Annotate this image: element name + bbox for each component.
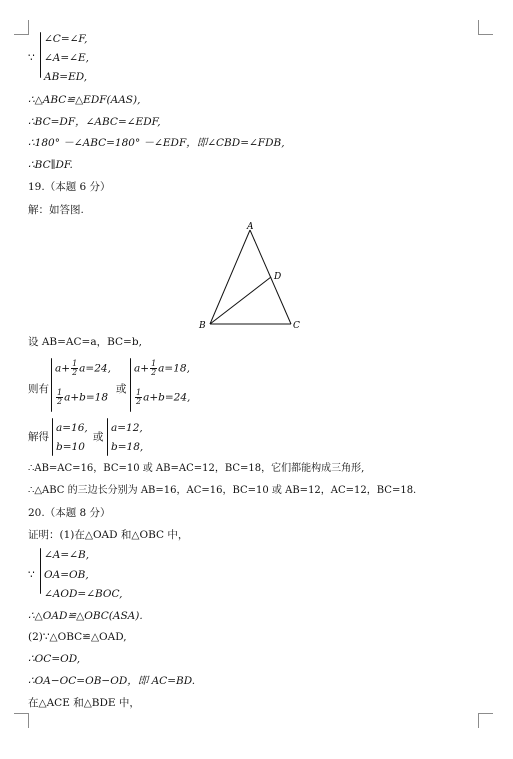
proof-step: ∴△ABC≌△EDF(AAS), — [28, 94, 141, 106]
proof-step: ∴△OAD≌△OBC(ASA). — [28, 610, 143, 622]
system-1-row-1: a+ $\frac{1}{2}$ a=24, — [55, 359, 111, 377]
or-label: 或 — [93, 431, 104, 443]
segment-bd — [210, 277, 271, 324]
point-label-a: A — [247, 222, 254, 232]
crop-mark-top-left — [14, 20, 29, 35]
because-symbol: ∵ — [28, 569, 35, 581]
crop-mark-top-right — [478, 20, 493, 35]
question-20-heading: 20.（本题 8 分） — [28, 507, 111, 519]
crop-mark-bottom-left — [14, 713, 29, 728]
system-1-brace — [51, 358, 52, 412]
condition-line: ∠AOD=∠BOC, — [44, 588, 123, 600]
system-1-row-2: $\frac{1}{2}$ a+b=18 — [57, 388, 109, 406]
system-2-row-2: $\frac{1}{2}$ a+b=24, — [136, 388, 191, 406]
crop-mark-bottom-right — [478, 713, 493, 728]
condition-line: ∠A=∠E, — [44, 52, 89, 64]
solution-intro: 解：如答图. — [28, 204, 84, 216]
point-label-b: B — [199, 321, 206, 331]
conclusion-line: ∴AB=AC=16，BC=10 或 AB=AC=12，BC=18，它们都能构成三角形, — [28, 463, 365, 474]
point-label-d: D — [274, 272, 282, 282]
condition-line: ∠C=∠F, — [44, 33, 88, 45]
proof-intro: 证明：(1)在△OAD 和△OBC 中， — [28, 529, 189, 541]
condition-line: OA=OB, — [44, 569, 89, 581]
proof-step: ∴180° －∠ABC=180° －∠EDF，即∠CBD=∠FDB, — [28, 137, 285, 149]
proof-step: ∴OA−OC=OB−OD，即 AC=BD. — [28, 675, 196, 687]
proof-step: ∴BC=DF，∠ABC=∠EDF, — [28, 116, 161, 128]
triangle-figure — [198, 218, 308, 333]
solution-1-row: b=10 — [56, 441, 85, 453]
solution-1-brace — [52, 418, 53, 456]
solution-2-brace — [107, 418, 108, 456]
proof-step: 在△ACE 和△BDE 中， — [28, 697, 140, 709]
then-label: 则有 — [28, 383, 49, 395]
side-ab — [210, 230, 250, 324]
question-19-heading: 19.（本题 6 分） — [28, 181, 111, 193]
system-2-brace — [130, 358, 131, 412]
proof-step: ∴OC=OD, — [28, 653, 81, 665]
or-label: 或 — [116, 383, 127, 395]
condition-line: AB=ED, — [44, 71, 88, 83]
proof-step: (2)∵△OBC≌△OAD, — [28, 631, 127, 643]
solution-2-row: a=12, — [111, 422, 143, 434]
point-label-c: C — [293, 321, 300, 331]
condition-brace — [40, 548, 41, 594]
solution-1-row: a=16, — [56, 422, 88, 434]
solve-label: 解得 — [28, 431, 49, 443]
solution-2-row: b=18, — [111, 441, 144, 453]
proof-step: ∴BC∥DF. — [28, 159, 73, 171]
system-2-row-1: a+ $\frac{1}{2}$ a=18, — [134, 359, 190, 377]
because-symbol: ∵ — [28, 52, 35, 64]
setup-line: 设 AB=AC=a，BC=b, — [28, 336, 142, 348]
condition-brace — [40, 32, 41, 78]
conclusion-line: ∴△ABC 的三边长分别为 AB=16，AC=16，BC=10 或 AB=12，AC=12，BC=18. — [28, 485, 417, 496]
condition-line: ∠A=∠B, — [44, 549, 90, 561]
